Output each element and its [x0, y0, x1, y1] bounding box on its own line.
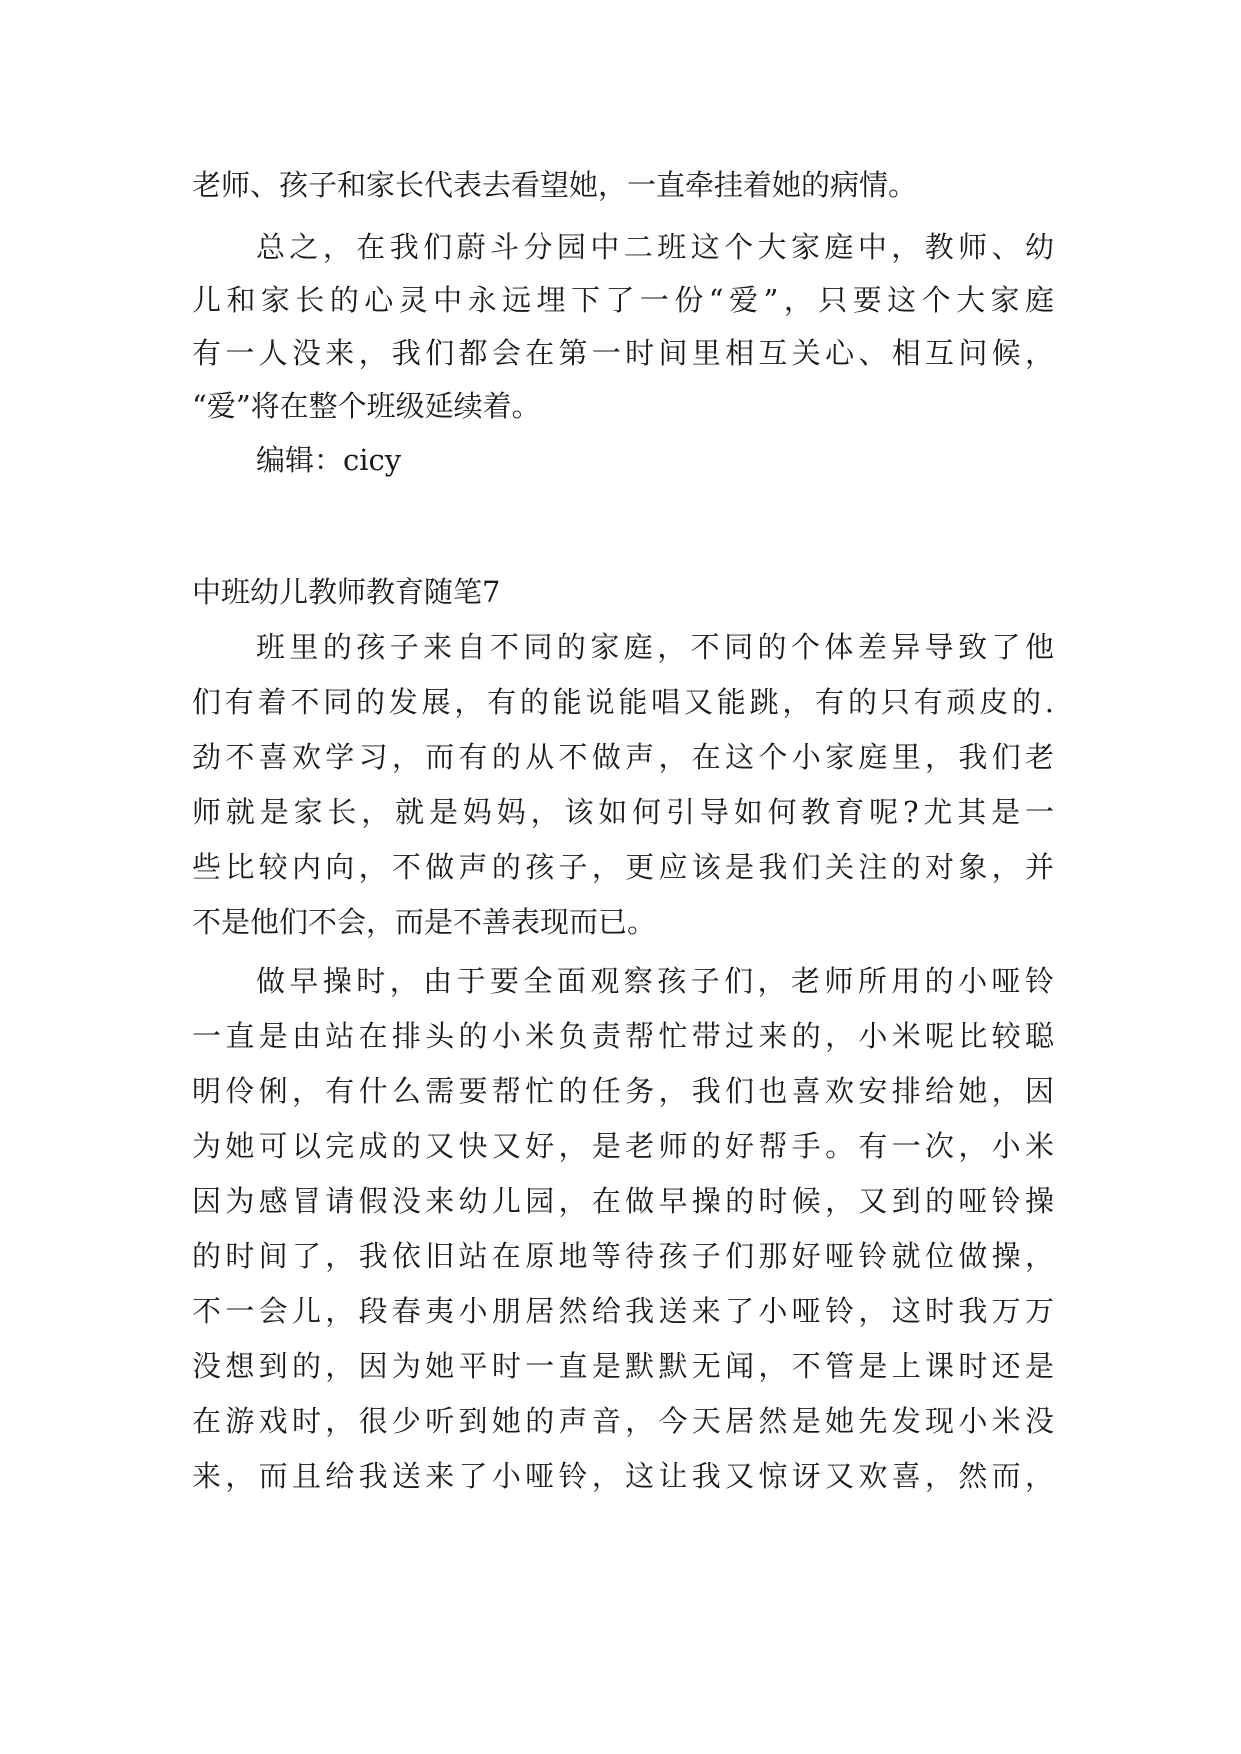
text-line: 没想到的，因为她平时一直是默默无闻，不管是上课时还是 [192, 1349, 1054, 1383]
section-title: 中班幼儿教师教育随笔7 [192, 575, 501, 609]
paragraph-first-line: 总之，在我们蔚斗分园中二班这个大家庭中，教师、幼 [256, 230, 1054, 264]
text-line: 来，而且给我送来了小哑铃，这让我又惊讶又欢喜，然而， [192, 1459, 1054, 1493]
text-line: 的时间了，我依旧站在原地等待孩子们那好哑铃就位做操， [192, 1239, 1054, 1273]
text-line: 不一会儿，段春夷小朋居然给我送来了小哑铃，这时我万万 [192, 1294, 1054, 1328]
text-line: 有一人没来，我们都会在第一时间里相互关心、相互问候， [192, 336, 1054, 370]
text-line: 们有着不同的发展，有的能说能唱又能跳，有的只有顽皮的. [192, 685, 1054, 719]
text-line: 明伶俐，有什么需要帮忙的任务，我们也喜欢安排给她，因 [192, 1074, 1054, 1108]
text-line: 些比较内向，不做声的孩子，更应该是我们关注的对象，并 [192, 850, 1054, 884]
text-line: 不是他们不会，而是不善表现而已。 [192, 905, 657, 939]
text-line: 劲不喜欢学习，而有的从不做声，在这个小家庭里，我们老 [192, 740, 1054, 774]
editor-credit: 编辑：cicy [256, 443, 402, 477]
text-line: 因为感冒请假没来幼儿园，在做早操的时候，又到的哑铃操 [192, 1184, 1054, 1218]
text-line: 一直是由站在排头的小米负责帮忙带过来的，小米呢比较聪 [192, 1019, 1054, 1053]
text-line: 为她可以完成的又快又好，是老师的好帮手。有一次，小米 [192, 1129, 1054, 1163]
paragraph-first-line: 做早操时，由于要全面观察孩子们，老师所用的小哑铃 [256, 964, 1054, 998]
paragraph-first-line: 班里的孩子来自不同的家庭，不同的个体差异导致了他 [256, 630, 1054, 664]
text-line: 师就是家长，就是妈妈，该如何引导如何教育呢?尤其是一 [192, 795, 1054, 829]
text-line: 在游戏时，很少听到她的声音，今天居然是她先发现小米没 [192, 1404, 1054, 1438]
text-line: “爱”将在整个班级延续着。 [192, 389, 541, 423]
text-line: 儿和家长的心灵中永远埋下了一份“爱”，只要这个大家庭 [192, 283, 1054, 317]
text-line: 老师、孩子和家长代表去看望她，一直牵挂着她的病情。 [192, 168, 918, 202]
